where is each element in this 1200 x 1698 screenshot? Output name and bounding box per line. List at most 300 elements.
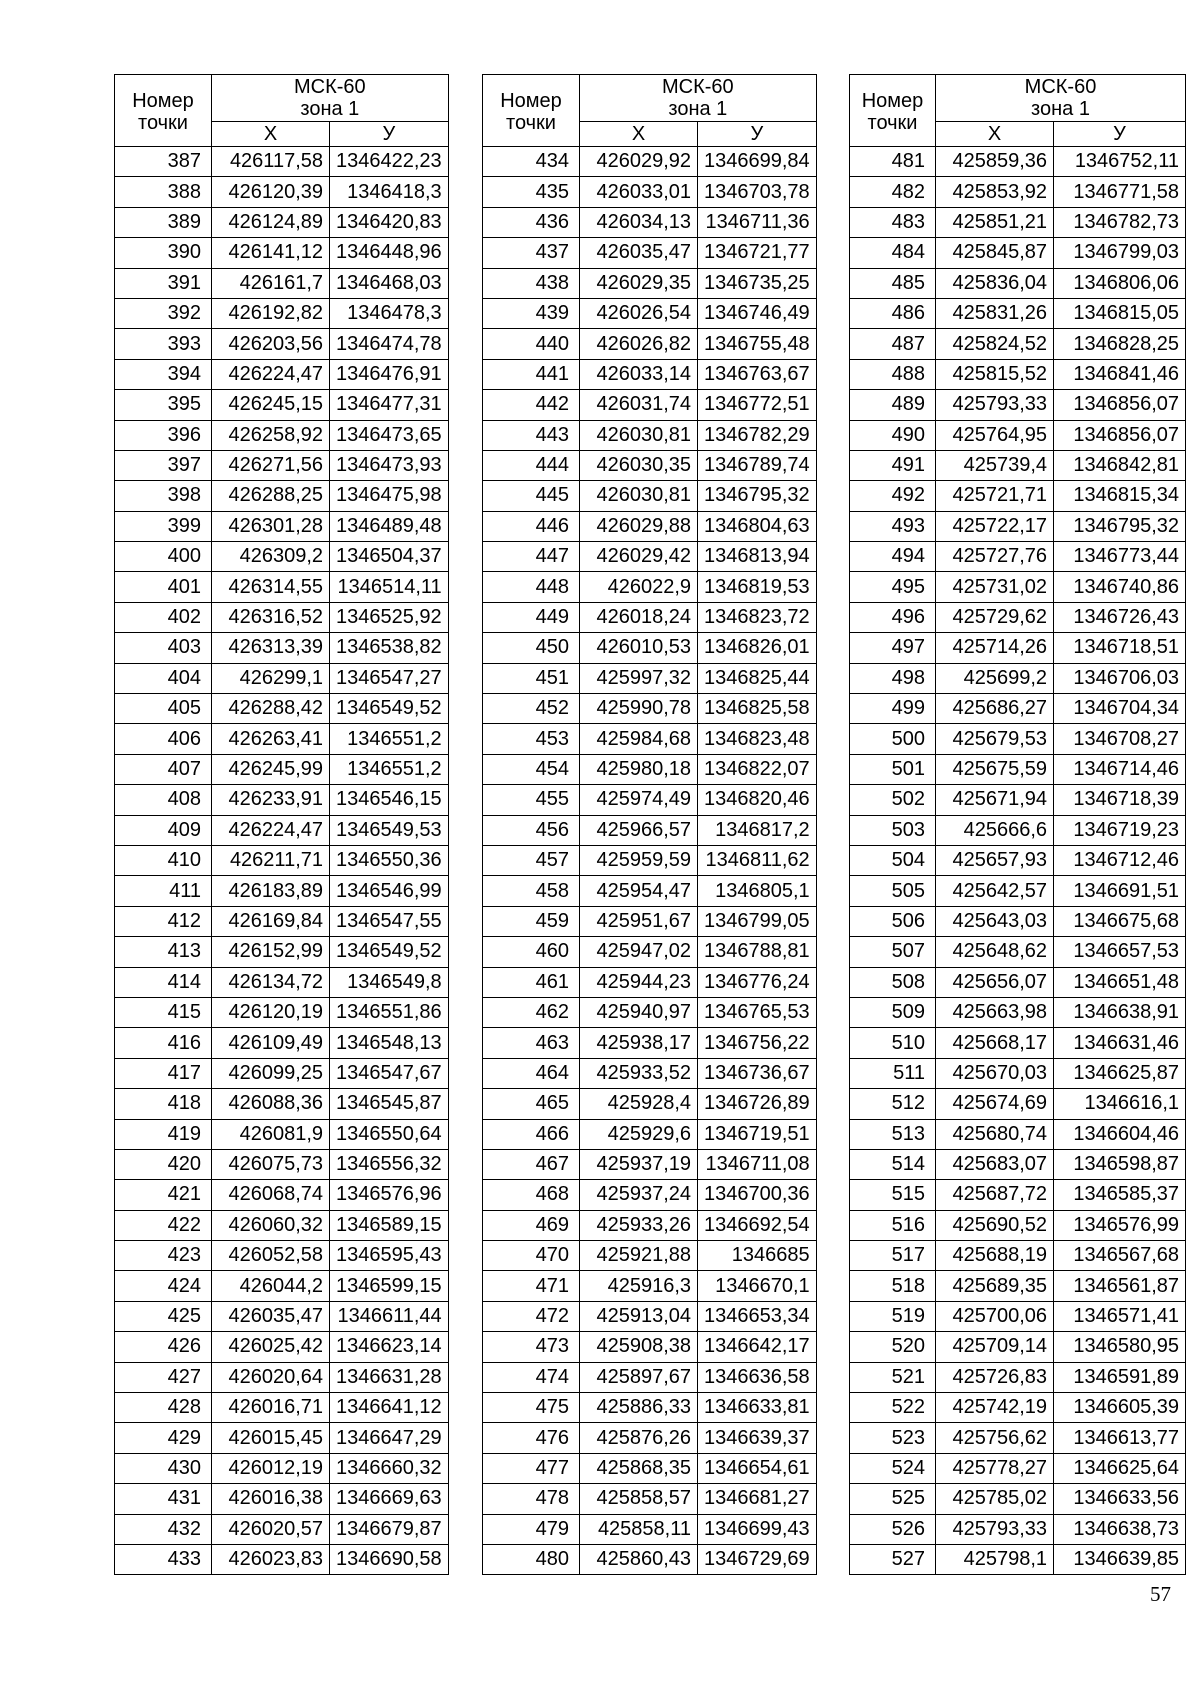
x-coordinate-cell: 426023,83 (212, 1544, 330, 1574)
table-row (850, 694, 1186, 724)
table-row (115, 876, 449, 906)
y-coordinate-cell: 1346755,48 (698, 329, 817, 359)
x-coordinate-cell: 426044,2 (212, 1271, 330, 1301)
table-row (850, 1241, 1186, 1271)
point-number-cell: 474 (483, 1362, 580, 1392)
point-number-cell: 401 (115, 572, 212, 602)
x-coordinate-cell: 426030,35 (580, 450, 698, 480)
x-coordinate-cell: 426263,41 (212, 724, 330, 754)
table-row (483, 815, 817, 845)
y-coordinate-cell: 1346660,32 (330, 1453, 449, 1483)
y-coordinate-cell: 1346525,92 (330, 602, 449, 632)
point-number-cell: 449 (483, 602, 580, 632)
x-coordinate-cell: 425997,32 (580, 663, 698, 693)
y-coordinate-cell: 1346625,87 (1054, 1058, 1186, 1088)
y-coordinate-cell: 1346642,17 (698, 1332, 817, 1362)
point-number-cell: 517 (850, 1241, 936, 1271)
table-row (850, 450, 1186, 480)
point-number-cell: 522 (850, 1393, 936, 1423)
point-number-cell: 475 (483, 1393, 580, 1423)
point-number-cell: 412 (115, 906, 212, 936)
point-number-cell: 399 (115, 511, 212, 541)
x-coordinate-cell: 426299,1 (212, 663, 330, 693)
x-coordinate-cell: 425858,11 (580, 1514, 698, 1544)
point-number-cell: 397 (115, 450, 212, 480)
table-row (483, 238, 817, 268)
y-coordinate-cell: 1346651,48 (1054, 967, 1186, 997)
table-row (483, 390, 817, 420)
y-coordinate-cell: 1346789,74 (698, 450, 817, 480)
x-coordinate-cell: 426035,47 (212, 1301, 330, 1331)
y-coordinate-cell: 1346811,62 (698, 845, 817, 875)
point-number-cell: 387 (115, 147, 212, 177)
table-row (115, 1119, 449, 1149)
y-coordinate-cell: 1346548,13 (330, 1028, 449, 1058)
point-number-cell: 431 (115, 1484, 212, 1514)
point-number-cell: 426 (115, 1332, 212, 1362)
y-coordinate-cell: 1346514,11 (330, 572, 449, 602)
x-coordinate-cell: 425836,04 (936, 268, 1054, 298)
table-row (115, 1241, 449, 1271)
table-row (483, 1149, 817, 1179)
point-number-cell: 508 (850, 967, 936, 997)
point-number-cell: 513 (850, 1119, 936, 1149)
y-coordinate-cell: 1346547,27 (330, 663, 449, 693)
table-row (850, 298, 1186, 328)
x-coordinate-cell: 425990,78 (580, 694, 698, 724)
table-row (850, 845, 1186, 875)
y-coordinate-cell: 1346633,56 (1054, 1484, 1186, 1514)
y-coordinate-cell: 1346598,87 (1054, 1149, 1186, 1179)
table-row (115, 815, 449, 845)
y-coordinate-cell: 1346551,2 (330, 754, 449, 784)
y-coordinate-cell: 1346692,54 (698, 1210, 817, 1240)
point-number-cell: 442 (483, 390, 580, 420)
point-number-cell: 519 (850, 1301, 936, 1331)
x-coordinate-cell: 425670,03 (936, 1058, 1054, 1088)
point-number-cell: 515 (850, 1180, 936, 1210)
y-coordinate-cell: 1346670,1 (698, 1271, 817, 1301)
x-coordinate-cell: 425876,26 (580, 1423, 698, 1453)
table-row (850, 724, 1186, 754)
point-number-cell: 496 (850, 602, 936, 632)
x-coordinate-cell: 426033,14 (580, 359, 698, 389)
table-row (483, 602, 817, 632)
y-coordinate-cell: 1346712,46 (1054, 845, 1186, 875)
y-coordinate-cell: 1346473,93 (330, 450, 449, 480)
y-coordinate-cell: 1346549,53 (330, 815, 449, 845)
x-coordinate-cell: 426120,19 (212, 997, 330, 1027)
y-coordinate-cell: 1346826,01 (698, 633, 817, 663)
point-number-cell: 447 (483, 542, 580, 572)
y-coordinate-cell: 1346561,87 (1054, 1271, 1186, 1301)
table-row (850, 1514, 1186, 1544)
x-coordinate-cell: 426088,36 (212, 1089, 330, 1119)
point-number-cell: 413 (115, 937, 212, 967)
x-coordinate-cell: 425666,6 (936, 815, 1054, 845)
y-coordinate-cell: 1346799,05 (698, 906, 817, 936)
table-row (483, 1180, 817, 1210)
y-coordinate-cell: 1346825,44 (698, 663, 817, 693)
y-coordinate-cell: 1346841,46 (1054, 359, 1186, 389)
x-coordinate-cell: 426020,57 (212, 1514, 330, 1544)
table-row (850, 997, 1186, 1027)
x-coordinate-cell: 425824,52 (936, 329, 1054, 359)
table-row (850, 1362, 1186, 1392)
y-column-header: У (330, 122, 449, 147)
y-coordinate-cell: 1346726,43 (1054, 602, 1186, 632)
point-number-cell: 437 (483, 238, 580, 268)
point-number-cell: 472 (483, 1301, 580, 1331)
point-number-cell: 424 (115, 1271, 212, 1301)
y-coordinate-cell: 1346708,27 (1054, 724, 1186, 754)
x-coordinate-cell: 426034,13 (580, 207, 698, 237)
y-coordinate-cell: 1346654,61 (698, 1453, 817, 1483)
y-coordinate-cell: 1346585,37 (1054, 1180, 1186, 1210)
table-row (115, 694, 449, 724)
table-row (850, 481, 1186, 511)
point-number-cell: 464 (483, 1058, 580, 1088)
x-coordinate-cell: 426031,74 (580, 390, 698, 420)
point-number-cell: 466 (483, 1119, 580, 1149)
y-coordinate-cell: 1346669,63 (330, 1484, 449, 1514)
point-number-cell: 416 (115, 1028, 212, 1058)
table-row (483, 1393, 817, 1423)
y-coordinate-cell: 1346805,1 (698, 876, 817, 906)
x-coordinate-cell: 426314,55 (212, 572, 330, 602)
y-coordinate-cell: 1346604,46 (1054, 1119, 1186, 1149)
table-row (115, 967, 449, 997)
point-number-cell: 481 (850, 147, 936, 177)
table-row (115, 450, 449, 480)
point-number-cell: 510 (850, 1028, 936, 1058)
point-number-cell: 432 (115, 1514, 212, 1544)
x-coordinate-cell: 425798,1 (936, 1544, 1054, 1574)
x-coordinate-cell: 426016,38 (212, 1484, 330, 1514)
point-number-cell: 448 (483, 572, 580, 602)
point-number-cell: 507 (850, 937, 936, 967)
y-coordinate-cell: 1346719,23 (1054, 815, 1186, 845)
x-coordinate-cell: 425742,19 (936, 1393, 1054, 1423)
y-coordinate-cell: 1346703,78 (698, 177, 817, 207)
x-coordinate-cell: 426124,89 (212, 207, 330, 237)
x-coordinate-cell: 425940,97 (580, 997, 698, 1027)
x-coordinate-cell: 425959,59 (580, 845, 698, 875)
x-coordinate-cell: 426271,56 (212, 450, 330, 480)
table-row (483, 1362, 817, 1392)
x-coordinate-cell: 425831,26 (936, 298, 1054, 328)
y-column-header: У (698, 122, 817, 147)
x-coordinate-cell: 425722,17 (936, 511, 1054, 541)
point-number-cell: 482 (850, 177, 936, 207)
point-number-cell: 440 (483, 329, 580, 359)
table-row (850, 420, 1186, 450)
y-coordinate-cell: 1346571,41 (1054, 1301, 1186, 1331)
table-row (483, 1484, 817, 1514)
table-row (483, 1453, 817, 1483)
table-row (483, 633, 817, 663)
table-row (483, 754, 817, 784)
table-row (115, 785, 449, 815)
x-coordinate-cell: 426022,9 (580, 572, 698, 602)
table-row (115, 937, 449, 967)
table-row (115, 663, 449, 693)
point-number-cell: 485 (850, 268, 936, 298)
y-coordinate-cell: 1346625,64 (1054, 1453, 1186, 1483)
y-coordinate-cell: 1346473,65 (330, 420, 449, 450)
point-number-cell: 479 (483, 1514, 580, 1544)
point-number-cell: 462 (483, 997, 580, 1027)
x-column-header: Х (212, 122, 330, 147)
point-number-cell: 501 (850, 754, 936, 784)
table-row (850, 1301, 1186, 1331)
table-row (115, 754, 449, 784)
x-coordinate-cell: 425688,19 (936, 1241, 1054, 1271)
point-number-cell: 403 (115, 633, 212, 663)
x-coordinate-cell: 425944,23 (580, 967, 698, 997)
point-number-cell: 503 (850, 815, 936, 845)
table-row (850, 1028, 1186, 1058)
x-coordinate-cell: 425951,67 (580, 906, 698, 936)
y-coordinate-cell: 1346815,05 (1054, 298, 1186, 328)
x-coordinate-cell: 426288,42 (212, 694, 330, 724)
x-coordinate-cell: 425727,76 (936, 542, 1054, 572)
y-coordinate-cell: 1346746,49 (698, 298, 817, 328)
y-coordinate-cell: 1346639,85 (1054, 1544, 1186, 1574)
point-number-cell: 419 (115, 1119, 212, 1149)
table-row (850, 937, 1186, 967)
table-row (483, 1514, 817, 1544)
table-row (850, 1484, 1186, 1514)
y-coordinate-cell: 1346591,89 (1054, 1362, 1186, 1392)
x-coordinate-cell: 425980,18 (580, 754, 698, 784)
x-coordinate-cell: 426117,58 (212, 147, 330, 177)
point-number-cell: 425 (115, 1301, 212, 1331)
table-row (115, 481, 449, 511)
point-number-cell: 473 (483, 1332, 580, 1362)
point-number-cell: 454 (483, 754, 580, 784)
point-number-cell: 459 (483, 906, 580, 936)
y-coordinate-cell: 1346721,77 (698, 238, 817, 268)
y-coordinate-cell: 1346476,91 (330, 359, 449, 389)
point-number-cell: 450 (483, 633, 580, 663)
y-coordinate-cell: 1346657,53 (1054, 937, 1186, 967)
point-number-cell: 469 (483, 1210, 580, 1240)
point-number-cell: 467 (483, 1149, 580, 1179)
y-coordinate-cell: 1346685 (698, 1241, 817, 1271)
point-number-cell: 495 (850, 572, 936, 602)
x-coordinate-cell: 426012,19 (212, 1453, 330, 1483)
point-number-cell: 394 (115, 359, 212, 389)
x-coordinate-cell: 425648,62 (936, 937, 1054, 967)
table-row (483, 1119, 817, 1149)
table-row (115, 1180, 449, 1210)
point-number-cell: 525 (850, 1484, 936, 1514)
x-coordinate-cell: 425938,17 (580, 1028, 698, 1058)
x-coordinate-cell: 425675,59 (936, 754, 1054, 784)
table-row (850, 1058, 1186, 1088)
point-number-cell: 521 (850, 1362, 936, 1392)
y-coordinate-cell: 1346420,83 (330, 207, 449, 237)
y-coordinate-cell: 1346547,67 (330, 1058, 449, 1088)
table-row (850, 572, 1186, 602)
x-coordinate-cell: 426015,45 (212, 1423, 330, 1453)
point-number-cell: 418 (115, 1089, 212, 1119)
table-row (115, 177, 449, 207)
x-coordinate-cell: 426025,42 (212, 1332, 330, 1362)
page-number: 57 (1150, 1582, 1171, 1606)
table-row (483, 359, 817, 389)
point-number-cell: 388 (115, 177, 212, 207)
coordinates-table-3 (849, 74, 1186, 1575)
y-coordinate-cell: 1346605,39 (1054, 1393, 1186, 1423)
table-row (115, 359, 449, 389)
y-coordinate-cell: 1346817,2 (698, 815, 817, 845)
point-number-cell: 504 (850, 845, 936, 875)
x-coordinate-cell: 426152,99 (212, 937, 330, 967)
x-coordinate-cell: 426203,56 (212, 329, 330, 359)
table-row (850, 1332, 1186, 1362)
table-row (115, 633, 449, 663)
table-row (115, 542, 449, 572)
x-coordinate-cell: 426301,28 (212, 511, 330, 541)
table-row (115, 602, 449, 632)
table-row (483, 967, 817, 997)
y-coordinate-cell: 1346546,15 (330, 785, 449, 815)
coordinates-table-1 (114, 74, 449, 1575)
table-row (115, 268, 449, 298)
x-coordinate-cell: 425921,88 (580, 1241, 698, 1271)
point-number-cell: 433 (115, 1544, 212, 1574)
x-coordinate-cell: 426258,92 (212, 420, 330, 450)
x-coordinate-cell: 426169,84 (212, 906, 330, 936)
x-coordinate-cell: 426075,73 (212, 1149, 330, 1179)
point-number-cell: 463 (483, 1028, 580, 1058)
y-coordinate-cell: 1346773,44 (1054, 542, 1186, 572)
table-row (483, 1544, 817, 1574)
table-row (850, 238, 1186, 268)
table-row (850, 1119, 1186, 1149)
x-coordinate-cell: 425793,33 (936, 1514, 1054, 1544)
table-row (483, 1028, 817, 1058)
point-number-cell: 455 (483, 785, 580, 815)
point-number-cell: 417 (115, 1058, 212, 1088)
point-number-cell: 414 (115, 967, 212, 997)
table-row (115, 1149, 449, 1179)
table-row (115, 906, 449, 936)
table-row (115, 1028, 449, 1058)
table-row (115, 298, 449, 328)
point-number-cell: 527 (850, 1544, 936, 1574)
x-coordinate-cell: 425686,27 (936, 694, 1054, 724)
x-coordinate-cell: 425764,95 (936, 420, 1054, 450)
point-number-cell: 488 (850, 359, 936, 389)
point-number-cell: 409 (115, 815, 212, 845)
table-row (483, 694, 817, 724)
y-coordinate-cell: 1346782,29 (698, 420, 817, 450)
x-coordinate-cell: 426109,49 (212, 1028, 330, 1058)
x-coordinate-cell: 425913,04 (580, 1301, 698, 1331)
point-number-cell: 391 (115, 268, 212, 298)
table-row (850, 1271, 1186, 1301)
y-coordinate-cell: 1346819,53 (698, 572, 817, 602)
point-number-cell: 443 (483, 420, 580, 450)
point-number-cell: 407 (115, 754, 212, 784)
y-coordinate-cell: 1346756,22 (698, 1028, 817, 1058)
point-number-cell: 404 (115, 663, 212, 693)
point-number-cell: 506 (850, 906, 936, 936)
y-coordinate-cell: 1346699,43 (698, 1514, 817, 1544)
y-coordinate-cell: 1346475,98 (330, 481, 449, 511)
table-row (483, 906, 817, 936)
point-number-cell: 461 (483, 967, 580, 997)
y-coordinate-cell: 1346595,43 (330, 1241, 449, 1271)
x-column-header: Х (936, 122, 1054, 147)
table-row (115, 1453, 449, 1483)
table-row (850, 1149, 1186, 1179)
x-coordinate-cell: 425954,47 (580, 876, 698, 906)
x-coordinate-cell: 426233,91 (212, 785, 330, 815)
y-coordinate-cell: 1346822,07 (698, 754, 817, 784)
point-number-cell: 446 (483, 511, 580, 541)
y-coordinate-cell: 1346551,2 (330, 724, 449, 754)
x-coordinate-cell: 426192,82 (212, 298, 330, 328)
y-coordinate-cell: 1346815,34 (1054, 481, 1186, 511)
x-coordinate-cell: 426068,74 (212, 1180, 330, 1210)
y-coordinate-cell: 1346718,51 (1054, 633, 1186, 663)
point-number-cell: 505 (850, 876, 936, 906)
point-number-cell: 393 (115, 329, 212, 359)
x-coordinate-cell: 425657,93 (936, 845, 1054, 875)
point-number-header: Номер точки (850, 75, 936, 147)
point-number-cell: 516 (850, 1210, 936, 1240)
point-number-cell: 438 (483, 268, 580, 298)
y-coordinate-cell: 1346623,14 (330, 1332, 449, 1362)
x-coordinate-cell: 425683,07 (936, 1149, 1054, 1179)
table-row (115, 420, 449, 450)
x-column-header: Х (580, 122, 698, 147)
table-row (850, 754, 1186, 784)
table-row (850, 815, 1186, 845)
y-coordinate-cell: 1346752,11 (1054, 147, 1186, 177)
x-coordinate-cell: 425937,24 (580, 1180, 698, 1210)
x-coordinate-cell: 426081,9 (212, 1119, 330, 1149)
point-number-cell: 439 (483, 298, 580, 328)
point-number-cell: 526 (850, 1514, 936, 1544)
x-coordinate-cell: 425756,62 (936, 1423, 1054, 1453)
x-coordinate-cell: 426018,24 (580, 602, 698, 632)
table-row (483, 845, 817, 875)
table-row (483, 329, 817, 359)
y-coordinate-cell: 1346551,86 (330, 997, 449, 1027)
point-number-cell: 457 (483, 845, 580, 875)
table-row (483, 785, 817, 815)
point-number-cell: 453 (483, 724, 580, 754)
y-coordinate-cell: 1346631,46 (1054, 1028, 1186, 1058)
x-coordinate-cell: 425886,33 (580, 1393, 698, 1423)
point-number-cell: 423 (115, 1241, 212, 1271)
y-coordinate-cell: 1346718,39 (1054, 785, 1186, 815)
point-number-cell: 497 (850, 633, 936, 663)
y-coordinate-cell: 1346549,52 (330, 694, 449, 724)
point-number-cell: 392 (115, 298, 212, 328)
y-coordinate-cell: 1346550,36 (330, 845, 449, 875)
x-coordinate-cell: 425663,98 (936, 997, 1054, 1027)
x-coordinate-cell: 426211,71 (212, 845, 330, 875)
point-number-cell: 456 (483, 815, 580, 845)
x-coordinate-cell: 425739,4 (936, 450, 1054, 480)
x-coordinate-cell: 425668,17 (936, 1028, 1054, 1058)
